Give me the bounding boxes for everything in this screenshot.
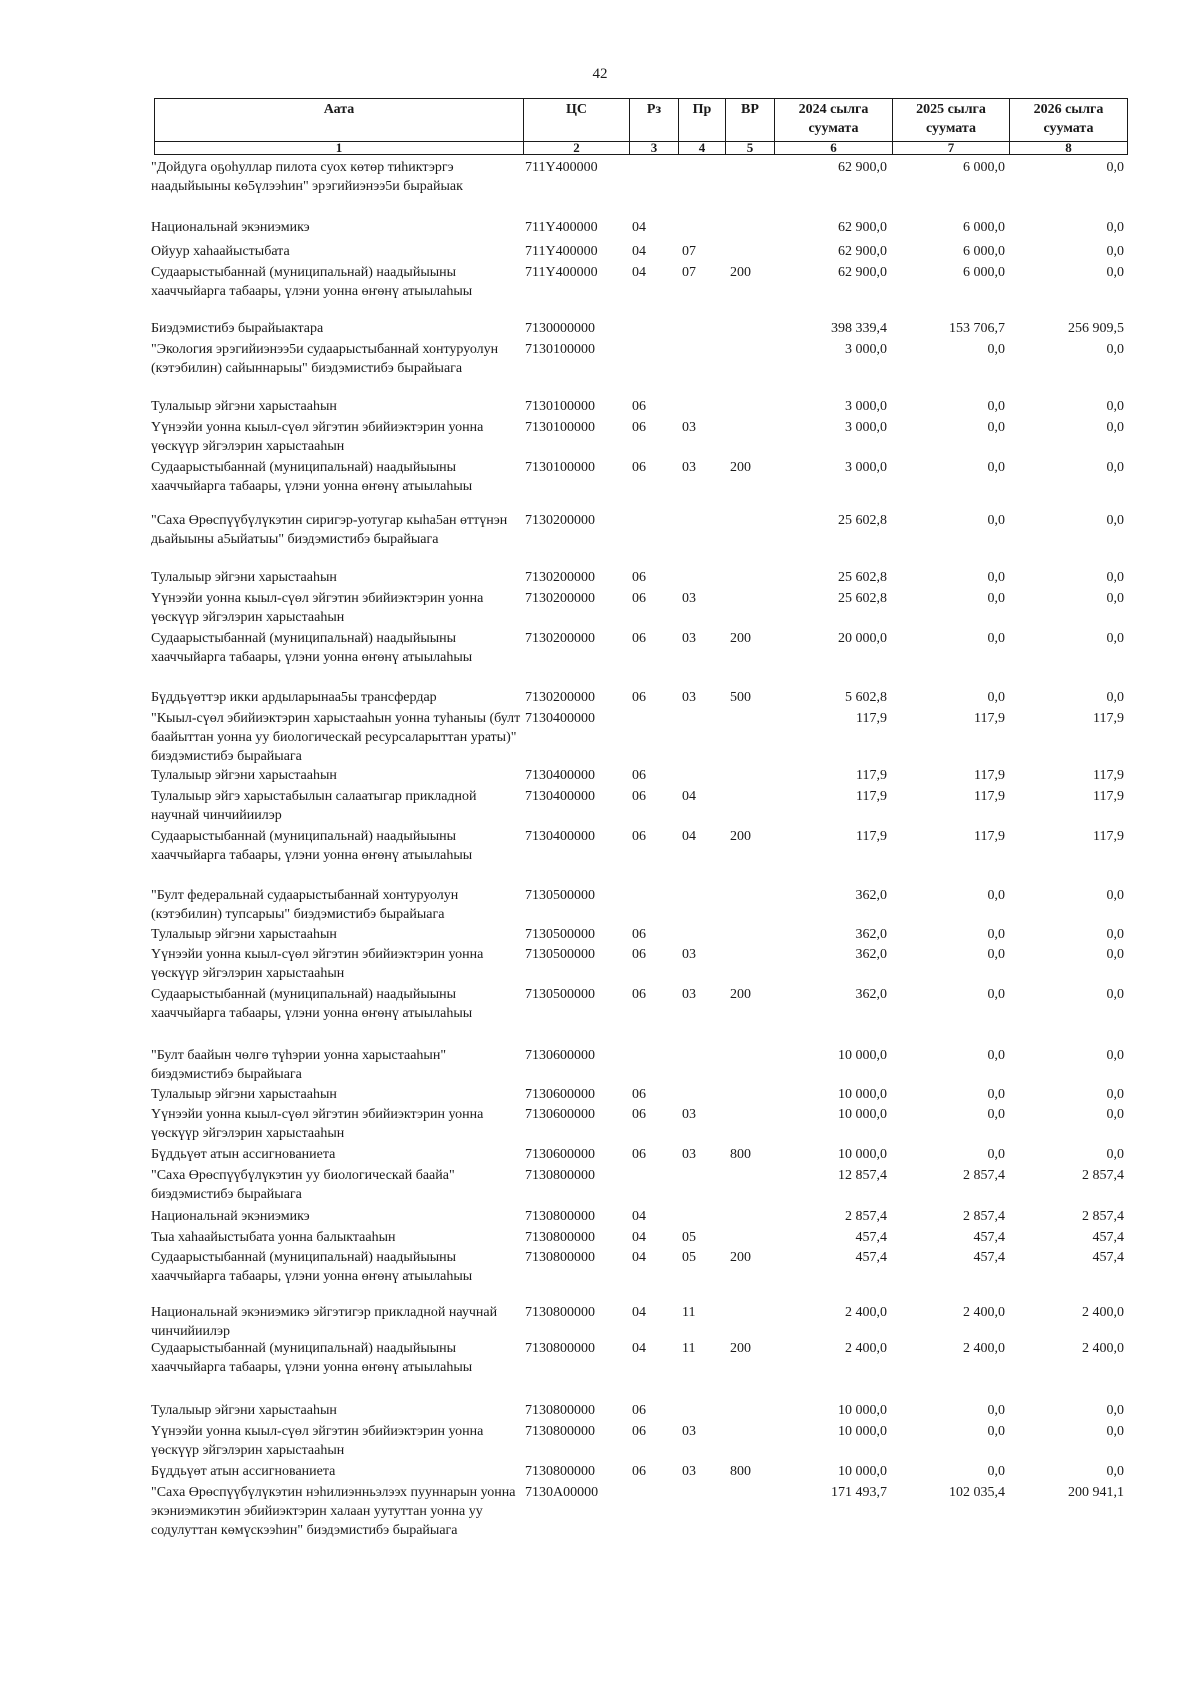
row-amount-2025: 0,0 (987, 1403, 1005, 1418)
row-name: "Кыыл-сүөл эбийиэктэрин харыстааһын уонна туһаныы (булт баайыттан уонна уу биологическай ресурсаларыттан ураты)" биэдэмистибэ бырайыага (151, 711, 521, 764)
row-code: 711Y400000 (525, 160, 598, 175)
header-rz: Рз (630, 99, 679, 142)
header-num: 6 (775, 142, 893, 155)
row-subsection: 07 (682, 244, 696, 259)
header-2024: 2024 сылга суумата (775, 99, 893, 142)
row-amount-2024: 25 602,8 (838, 570, 887, 585)
row-amount-2025: 0,0 (987, 420, 1005, 435)
row-code: 7130800000 (525, 1250, 595, 1265)
row-amount-2026: 0,0 (1106, 1403, 1124, 1418)
row-amount-2024: 25 602,8 (838, 591, 887, 606)
row-amount-2025: 0,0 (987, 591, 1005, 606)
row-section: 04 (632, 244, 646, 259)
row-amount-2025: 0,0 (987, 631, 1005, 646)
row-amount-2026: 0,0 (1106, 1464, 1124, 1479)
row-subsection: 11 (682, 1341, 696, 1356)
row-amount-2026: 0,0 (1106, 265, 1124, 280)
row-amount-2025: 0,0 (987, 1107, 1005, 1122)
row-subsection: 04 (682, 789, 696, 804)
row-amount-2026: 0,0 (1106, 631, 1124, 646)
row-amount-2025: 117,9 (974, 711, 1005, 726)
row-amount-2026: 117,9 (1093, 829, 1124, 844)
header-vr: ВР (726, 99, 775, 142)
row-name: Ойуур хаһаайыстыбата (151, 244, 290, 259)
row-amount-2025: 2 857,4 (963, 1168, 1005, 1183)
row-section: 06 (632, 829, 646, 844)
header-pr: Пр (679, 99, 726, 142)
row-amount-2024: 362,0 (855, 927, 887, 942)
row-amount-2024: 62 900,0 (838, 244, 887, 259)
row-amount-2024: 10 000,0 (838, 1107, 887, 1122)
row-code: 7130200000 (525, 591, 595, 606)
row-amount-2024: 3 000,0 (845, 460, 887, 475)
row-amount-2024: 3 000,0 (845, 399, 887, 414)
row-name: Тулалыыр эйгэ харыстабылын салаатыгар прикладной научнай чинчийиилэр (151, 789, 477, 823)
row-name: Үүнээйи уонна кыыл-сүөл эйгэтин эбийиэктэрин уонна үөскүүр эйгэлэрин харыстааһын (151, 1424, 484, 1458)
row-amount-2026: 117,9 (1093, 711, 1124, 726)
row-amount-2024: 62 900,0 (838, 220, 887, 235)
row-name: Үүнээйи уонна кыыл-сүөл эйгэтин эбийиэктэрин уонна үөскүүр эйгэлэрин харыстааһын (151, 591, 484, 625)
row-amount-2026: 0,0 (1106, 1424, 1124, 1439)
row-amount-2025: 0,0 (987, 927, 1005, 942)
row-code: 7130А00000 (525, 1485, 599, 1500)
row-expense-type: 200 (730, 460, 751, 475)
row-amount-2026: 0,0 (1106, 570, 1124, 585)
row-name: Бүддьүөттэр икки ардыларынаа5ы трансфердар (151, 690, 437, 705)
row-subsection: 03 (682, 947, 696, 962)
row-code: 7130600000 (525, 1087, 595, 1102)
row-code: 7130800000 (525, 1209, 595, 1224)
row-name: Бүддьүөт атын ассигнованиета (151, 1464, 336, 1479)
header-num: 4 (679, 142, 726, 155)
row-amount-2025: 0,0 (987, 460, 1005, 475)
row-amount-2025: 0,0 (987, 570, 1005, 585)
row-subsection: 03 (682, 987, 696, 1002)
row-code: 7130200000 (525, 690, 595, 705)
row-amount-2025: 0,0 (987, 1087, 1005, 1102)
row-subsection: 03 (682, 631, 696, 646)
row-code: 711Y400000 (525, 220, 598, 235)
row-section: 06 (632, 690, 646, 705)
row-subsection: 03 (682, 1107, 696, 1122)
row-amount-2025: 457,4 (973, 1250, 1005, 1265)
row-subsection: 05 (682, 1230, 696, 1245)
row-name: "Саха Өрөспүүбүлүкэтин сиригэр-уотугар кыһа5ан өттүнэн дьайыыны а5ыйатыы" биэдэмистибэ бырайыага (151, 513, 508, 547)
row-amount-2024: 2 400,0 (845, 1305, 887, 1320)
row-amount-2025: 6 000,0 (963, 220, 1005, 235)
row-code: 7130800000 (525, 1403, 595, 1418)
page-number: 42 (592, 66, 608, 82)
row-code: 7130600000 (525, 1048, 595, 1063)
row-name: Үүнээйи уонна кыыл-сүөл эйгэтин эбийиэктэрин уонна үөскүүр эйгэлэрин харыстааһын (151, 1107, 484, 1141)
row-amount-2026: 0,0 (1106, 513, 1124, 528)
row-section: 06 (632, 399, 646, 414)
row-subsection: 07 (682, 265, 696, 280)
row-code: 7130200000 (525, 631, 595, 646)
row-name: Судаарыстыбаннай (муниципальнай) наадыйыыны хааччыйарга табаары, үлэни уонна өҥөнү атыылаһыы (151, 829, 473, 863)
row-expense-type: 800 (730, 1147, 751, 1162)
row-amount-2025: 0,0 (987, 1464, 1005, 1479)
row-amount-2026: 256 909,5 (1068, 321, 1124, 336)
row-code: 711Y400000 (525, 265, 598, 280)
row-amount-2024: 117,9 (856, 711, 887, 726)
row-code: 7130200000 (525, 513, 595, 528)
row-amount-2026: 0,0 (1106, 1048, 1124, 1063)
row-section: 06 (632, 570, 646, 585)
row-name: Национальнай экэниэмикэ (151, 1209, 310, 1224)
row-subsection: 04 (682, 829, 696, 844)
row-expense-type: 200 (730, 265, 751, 280)
row-section: 04 (632, 1209, 646, 1224)
row-code: 7130100000 (525, 342, 595, 357)
row-amount-2024: 10 000,0 (838, 1424, 887, 1439)
row-section: 06 (632, 768, 646, 783)
row-name: Үүнээйи уонна кыыл-сүөл эйгэтин эбийиэктэрин уонна үөскүүр эйгэлэрин харыстааһын (151, 947, 484, 981)
row-code: 7130600000 (525, 1107, 595, 1122)
row-amount-2025: 6 000,0 (963, 244, 1005, 259)
row-subsection: 05 (682, 1250, 696, 1265)
row-amount-2025: 117,9 (974, 768, 1005, 783)
row-amount-2025: 2 857,4 (963, 1209, 1005, 1224)
row-amount-2024: 10 000,0 (838, 1147, 887, 1162)
row-code: 7130500000 (525, 987, 595, 1002)
header-num: 5 (726, 142, 775, 155)
row-name: Судаарыстыбаннай (муниципальнай) наадыйыыны хааччыйарга табаары, үлэни уонна өҥөнү атыылаһыы (151, 1250, 473, 1284)
row-name: "Булт федеральнай судаарыстыбаннай хонтуруолун (кэтэбилин) тупсарыы" биэдэмистибэ бырайыага (151, 888, 459, 922)
row-amount-2024: 5 602,8 (845, 690, 887, 705)
row-code: 7130600000 (525, 1147, 595, 1162)
row-name: Национальнай экэниэмикэ эйгэтигэр прикладной научнай чинчийиилэр (151, 1305, 498, 1339)
row-name: Үүнээйи уонна кыыл-сүөл эйгэтин эбийиэктэрин уонна үөскүүр эйгэлэрин харыстааһын (151, 420, 484, 454)
row-amount-2024: 10 000,0 (838, 1087, 887, 1102)
row-amount-2024: 457,4 (855, 1230, 887, 1245)
row-code: 7130800000 (525, 1305, 595, 1320)
row-name: Судаарыстыбаннай (муниципальнай) наадыйыыны хааччыйарга табаары, үлэни уонна өҥөнү атыылаһыы (151, 987, 473, 1021)
row-code: 7130000000 (525, 321, 595, 336)
row-code: 7130100000 (525, 420, 595, 435)
row-amount-2024: 2 400,0 (845, 1341, 887, 1356)
header-2026: 2026 сылга суумата (1010, 99, 1128, 142)
row-expense-type: 200 (730, 1341, 751, 1356)
row-section: 06 (632, 987, 646, 1002)
row-amount-2026: 117,9 (1093, 768, 1124, 783)
row-name: Тулалыыр эйгэни харыстааһын (151, 927, 337, 942)
row-amount-2025: 0,0 (987, 947, 1005, 962)
row-amount-2024: 3 000,0 (845, 420, 887, 435)
row-amount-2024: 10 000,0 (838, 1464, 887, 1479)
row-subsection: 03 (682, 591, 696, 606)
row-amount-2026: 0,0 (1106, 690, 1124, 705)
row-section: 06 (632, 1403, 646, 1418)
row-name: Тыа хаһаайыстыбата уонна балыктааһын (151, 1230, 396, 1245)
row-amount-2026: 2 857,4 (1082, 1168, 1124, 1183)
row-expense-type: 500 (730, 690, 751, 705)
row-subsection: 03 (682, 420, 696, 435)
row-section: 04 (632, 1305, 646, 1320)
row-amount-2026: 0,0 (1106, 399, 1124, 414)
row-code: 7130500000 (525, 888, 595, 903)
row-subsection: 03 (682, 1464, 696, 1479)
row-code: 7130800000 (525, 1230, 595, 1245)
row-name: Национальнай экэниэмикэ (151, 220, 310, 235)
row-expense-type: 200 (730, 829, 751, 844)
row-amount-2025: 0,0 (987, 399, 1005, 414)
row-code: 7130800000 (525, 1424, 595, 1439)
header-2025: 2025 сылга суумата (893, 99, 1010, 142)
row-name: Судаарыстыбаннай (муниципальнай) наадыйыыны хааччыйарга табаары, үлэни уонна өҥөнү атыылаһыы (151, 265, 473, 299)
row-name: Тулалыыр эйгэни харыстааһын (151, 768, 337, 783)
header-cs: ЦС (524, 99, 630, 142)
row-amount-2025: 153 706,7 (949, 321, 1005, 336)
row-amount-2025: 102 035,4 (949, 1485, 1005, 1500)
row-amount-2026: 0,0 (1106, 947, 1124, 962)
row-name: Тулалыыр эйгэни харыстааһын (151, 1087, 337, 1102)
row-amount-2024: 20 000,0 (838, 631, 887, 646)
row-amount-2026: 457,4 (1092, 1230, 1124, 1245)
header-num: 1 (155, 142, 524, 155)
row-amount-2025: 117,9 (974, 789, 1005, 804)
row-code: 7130100000 (525, 399, 595, 414)
row-amount-2026: 0,0 (1106, 244, 1124, 259)
row-section: 04 (632, 1230, 646, 1245)
row-name: "Экология эрэгийиэнээ5и судаарыстыбаннай хонтуруолун (кэтэбилин) сайыннарыы" биэдэмистибэ бырайыага (151, 342, 499, 376)
row-amount-2024: 362,0 (855, 947, 887, 962)
row-amount-2024: 117,9 (856, 768, 887, 783)
row-amount-2024: 3 000,0 (845, 342, 887, 357)
row-amount-2024: 398 339,4 (831, 321, 887, 336)
row-amount-2025: 0,0 (987, 342, 1005, 357)
row-name: "Дойдуга оҕоһуллар пилота суох көтөр тиһиктэргэ наадыйыыны кө5үлээһин" эрэгийиэнээ5и бырайыак (151, 160, 463, 194)
row-amount-2025: 0,0 (987, 1147, 1005, 1162)
row-name: Тулалыыр эйгэни харыстааһын (151, 399, 337, 414)
row-code: 7130200000 (525, 570, 595, 585)
row-amount-2026: 0,0 (1106, 342, 1124, 357)
row-amount-2026: 0,0 (1106, 591, 1124, 606)
row-name: Судаарыстыбаннай (муниципальнай) наадыйыыны хааччыйарга табаары, үлэни уонна өҥөнү атыылаһыы (151, 460, 473, 494)
row-amount-2025: 0,0 (987, 513, 1005, 528)
row-amount-2026: 0,0 (1106, 888, 1124, 903)
row-amount-2024: 62 900,0 (838, 265, 887, 280)
row-name: Тулалыыр эйгэни харыстааһын (151, 1403, 337, 1418)
header-num: 8 (1010, 142, 1128, 155)
row-amount-2025: 0,0 (987, 987, 1005, 1002)
row-name: "Булт баайын чөлгө түһэрии уонна харыстааһын" биэдэмистибэ бырайыага (151, 1048, 447, 1082)
row-amount-2025: 6 000,0 (963, 265, 1005, 280)
row-subsection: 11 (682, 1305, 696, 1320)
row-name: Тулалыыр эйгэни харыстааһын (151, 570, 337, 585)
row-amount-2025: 0,0 (987, 690, 1005, 705)
row-subsection: 03 (682, 1147, 696, 1162)
row-amount-2026: 2 400,0 (1082, 1305, 1124, 1320)
row-section: 06 (632, 1147, 646, 1162)
row-amount-2026: 200 941,1 (1068, 1485, 1124, 1500)
row-section: 04 (632, 1250, 646, 1265)
header-num: 7 (893, 142, 1010, 155)
row-amount-2024: 362,0 (855, 987, 887, 1002)
row-name: Судаарыстыбаннай (муниципальнай) наадыйыыны хааччыйарга табаары, үлэни уонна өҥөнү атыылаһыы (151, 1341, 473, 1375)
row-section: 04 (632, 1341, 646, 1356)
row-name: Биэдэмистибэ бырайыактара (151, 321, 324, 336)
row-code: 7130400000 (525, 768, 595, 783)
row-amount-2026: 0,0 (1106, 420, 1124, 435)
row-amount-2025: 117,9 (974, 829, 1005, 844)
row-section: 06 (632, 631, 646, 646)
header-num: 3 (630, 142, 679, 155)
row-name: Бүддьүөт атын ассигнованиета (151, 1147, 336, 1162)
row-amount-2025: 2 400,0 (963, 1305, 1005, 1320)
row-section: 06 (632, 789, 646, 804)
row-section: 04 (632, 265, 646, 280)
row-amount-2025: 0,0 (987, 1424, 1005, 1439)
row-section: 06 (632, 591, 646, 606)
row-section: 06 (632, 460, 646, 475)
header-name: Аата (155, 99, 524, 142)
row-code: 7130800000 (525, 1168, 595, 1183)
row-expense-type: 800 (730, 1464, 751, 1479)
row-amount-2024: 2 857,4 (845, 1209, 887, 1224)
row-expense-type: 200 (730, 631, 751, 646)
row-name: "Саха Өрөспүүбүлүкэтин нэһилиэнньэлээх пууннарын уонна экэниэмикэтин эбийиэктэрин халаан уутуттан уонна уу содулуттан көмүскээһин" биэдэмистибэ бырайыага (151, 1485, 516, 1538)
row-code: 711Y400000 (525, 244, 598, 259)
row-amount-2024: 25 602,8 (838, 513, 887, 528)
row-section: 06 (632, 927, 646, 942)
row-code: 7130500000 (525, 927, 595, 942)
row-amount-2025: 0,0 (987, 1048, 1005, 1063)
row-section: 06 (632, 1424, 646, 1439)
row-amount-2025: 2 400,0 (963, 1341, 1005, 1356)
row-section: 06 (632, 947, 646, 962)
row-amount-2026: 0,0 (1106, 460, 1124, 475)
row-code: 7130400000 (525, 829, 595, 844)
row-amount-2026: 0,0 (1106, 1147, 1124, 1162)
row-amount-2024: 10 000,0 (838, 1403, 887, 1418)
row-amount-2026: 0,0 (1106, 1107, 1124, 1122)
row-expense-type: 200 (730, 1250, 751, 1265)
row-amount-2024: 362,0 (855, 888, 887, 903)
row-amount-2024: 62 900,0 (838, 160, 887, 175)
row-code: 7130400000 (525, 711, 595, 726)
row-subsection: 03 (682, 690, 696, 705)
row-amount-2024: 10 000,0 (838, 1048, 887, 1063)
row-amount-2026: 0,0 (1106, 1087, 1124, 1102)
row-amount-2026: 0,0 (1106, 160, 1124, 175)
row-code: 7130500000 (525, 947, 595, 962)
row-code: 7130800000 (525, 1464, 595, 1479)
row-amount-2025: 0,0 (987, 888, 1005, 903)
row-section: 06 (632, 1087, 646, 1102)
row-section: 06 (632, 1464, 646, 1479)
row-amount-2025: 457,4 (973, 1230, 1005, 1245)
row-code: 7130400000 (525, 789, 595, 804)
row-amount-2026: 0,0 (1106, 220, 1124, 235)
row-code: 7130100000 (525, 460, 595, 475)
row-amount-2024: 171 493,7 (831, 1485, 887, 1500)
row-amount-2024: 457,4 (855, 1250, 887, 1265)
row-amount-2024: 12 857,4 (838, 1168, 887, 1183)
row-amount-2024: 117,9 (856, 789, 887, 804)
row-amount-2026: 0,0 (1106, 987, 1124, 1002)
row-section: 04 (632, 220, 646, 235)
row-amount-2024: 117,9 (856, 829, 887, 844)
row-amount-2026: 117,9 (1093, 789, 1124, 804)
header-num: 2 (524, 142, 630, 155)
row-amount-2026: 2 857,4 (1082, 1209, 1124, 1224)
row-amount-2026: 457,4 (1092, 1250, 1124, 1265)
row-name: Судаарыстыбаннай (муниципальнай) наадыйыыны хааччыйарга табаары, үлэни уонна өҥөнү атыылаһыы (151, 631, 473, 665)
row-expense-type: 200 (730, 987, 751, 1002)
row-section: 06 (632, 420, 646, 435)
row-amount-2025: 6 000,0 (963, 160, 1005, 175)
row-code: 7130800000 (525, 1341, 595, 1356)
row-subsection: 03 (682, 1424, 696, 1439)
row-subsection: 03 (682, 460, 696, 475)
row-amount-2026: 2 400,0 (1082, 1341, 1124, 1356)
row-name: "Саха Өрөспүүбүлүкэтин уу биологическай баайа" биэдэмистибэ бырайыага (151, 1168, 455, 1202)
row-amount-2026: 0,0 (1106, 927, 1124, 942)
row-section: 06 (632, 1107, 646, 1122)
